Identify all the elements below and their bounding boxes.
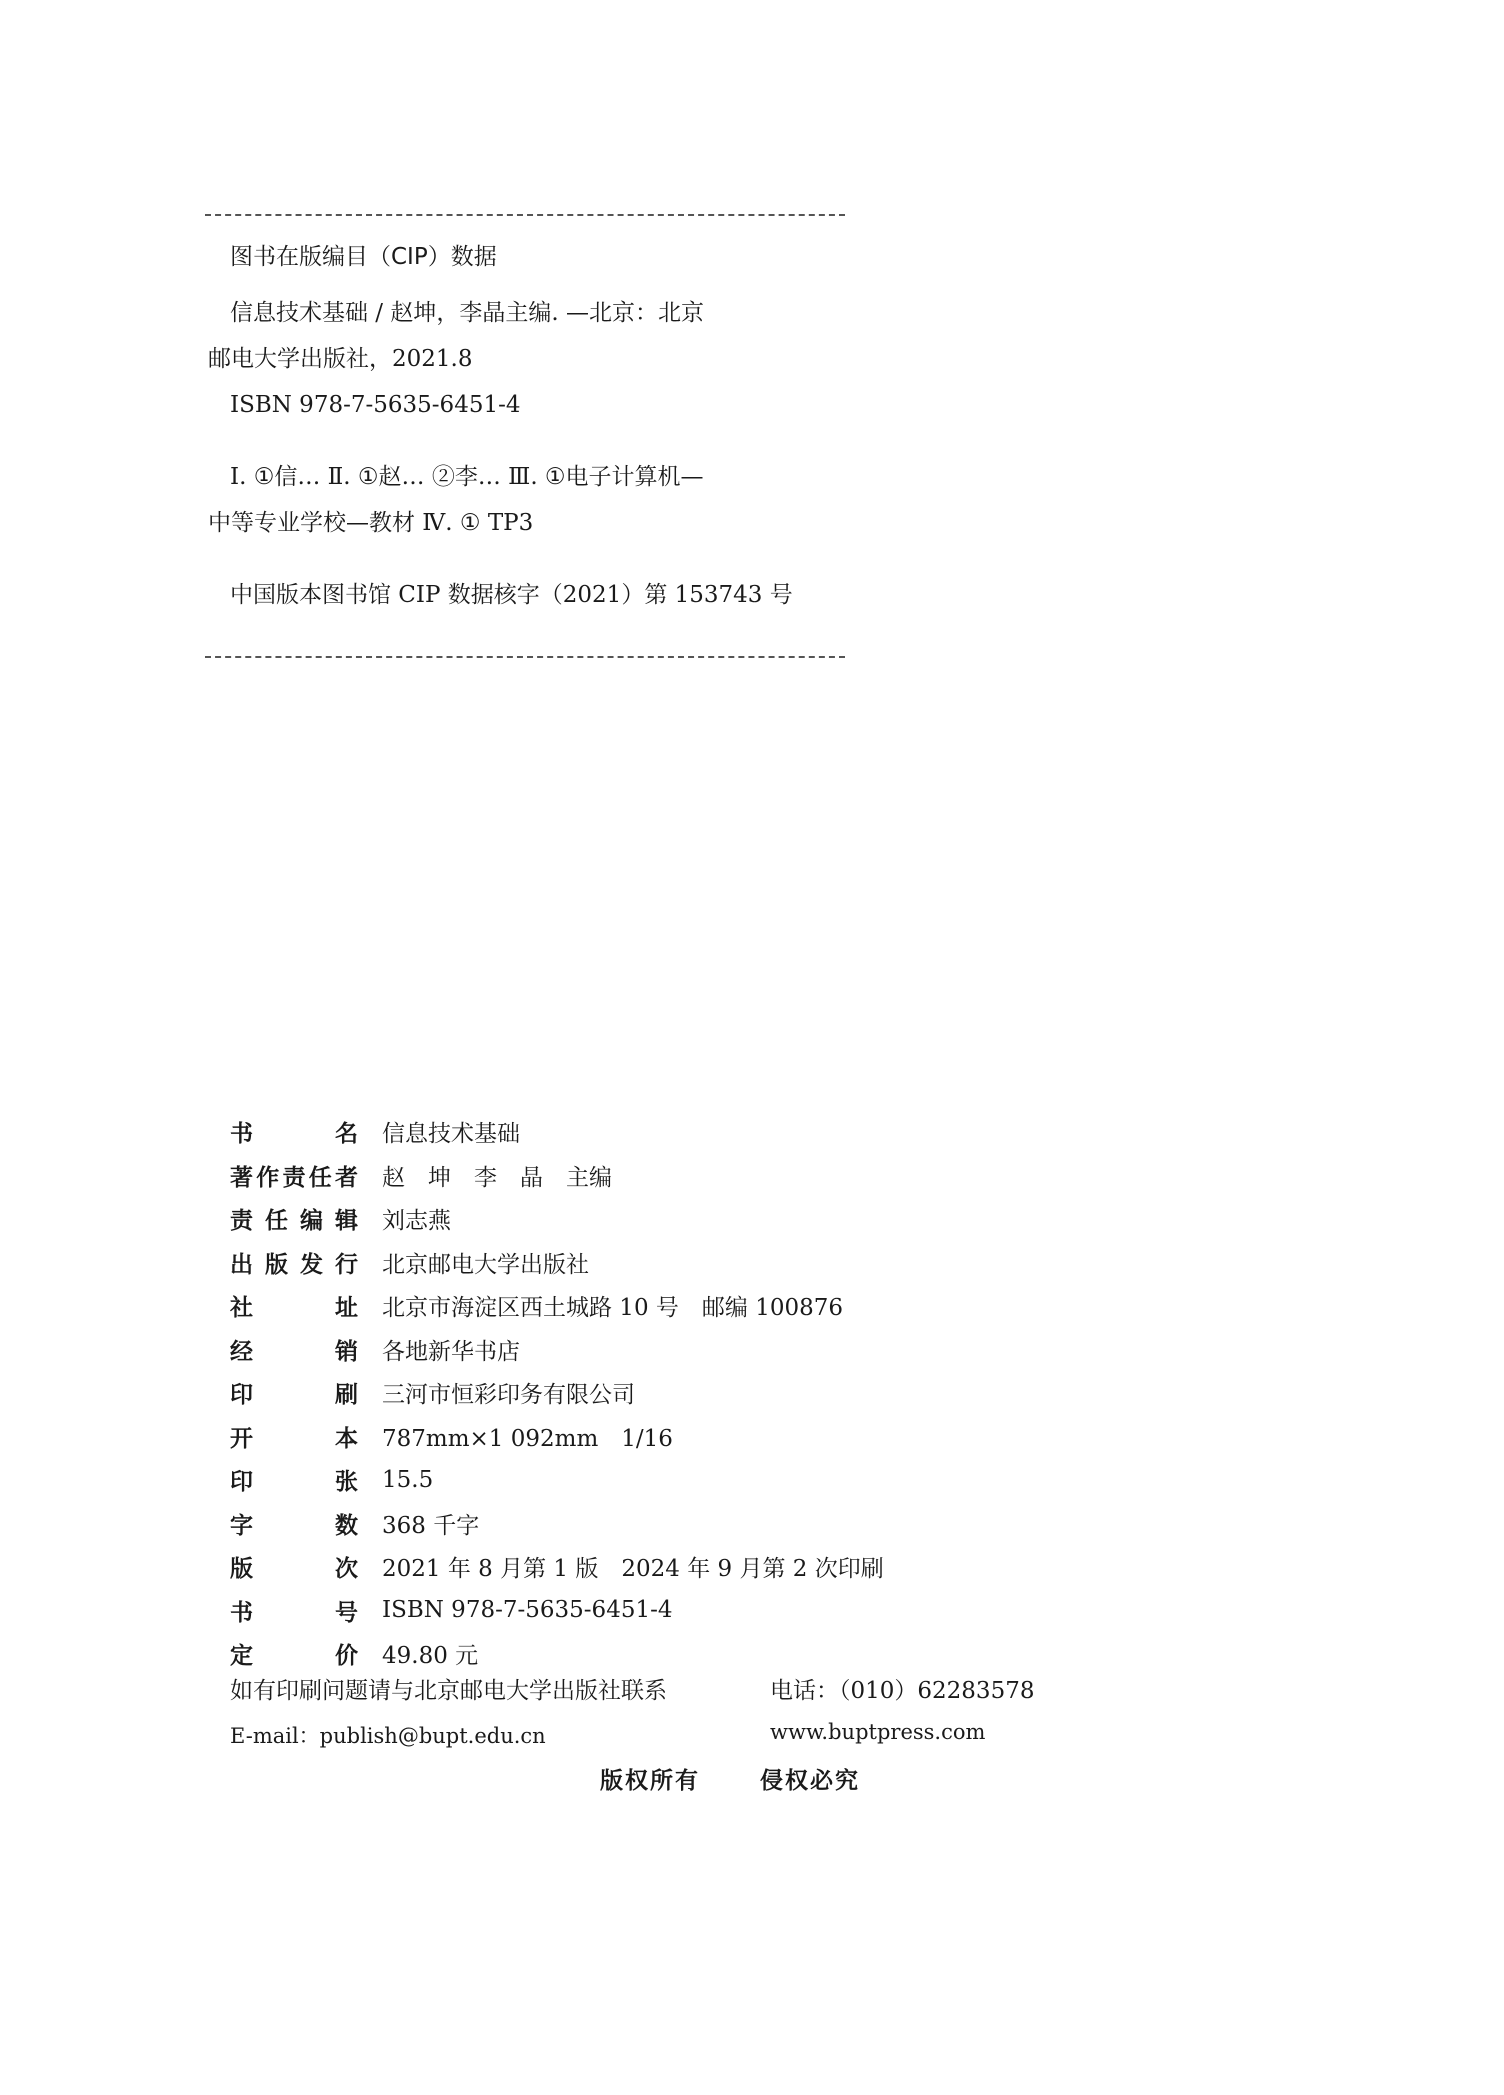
info-label — [230, 1115, 358, 1148]
info-label — [230, 1594, 358, 1627]
info-row — [230, 1545, 1330, 1589]
info-row — [230, 1458, 1330, 1502]
info-label — [230, 1333, 358, 1366]
info-label — [230, 1420, 358, 1453]
info-label — [230, 1246, 358, 1279]
info-label-text: 经 销 — [230, 1338, 358, 1365]
info-value: 赵 坤 李 晶 主编 — [382, 1164, 612, 1191]
info-label — [230, 1463, 358, 1496]
info-row — [230, 1415, 1330, 1459]
info-label — [230, 1159, 358, 1192]
info-label-text: 版 次 — [230, 1556, 358, 1583]
info-value: 15.5 — [382, 1466, 434, 1493]
info-row — [230, 1502, 1330, 1546]
info-row — [230, 1110, 1330, 1154]
info-row — [230, 1632, 1330, 1676]
contact-note: 如有印刷问题请与北京邮电大学出版社联系 — [230, 1678, 667, 1704]
book-info-table — [230, 1110, 1330, 1676]
info-row — [230, 1154, 1330, 1198]
info-row — [230, 1197, 1330, 1241]
info-value: 刘志燕 — [382, 1208, 451, 1235]
cip-classification-line-2: 中等专业学校—教材 Ⅳ. ① TP3 — [208, 510, 534, 536]
cip-record-number: 中国版本图书馆 CIP 数据核字（2021）第 153743 号 — [230, 582, 793, 608]
info-label — [230, 1637, 358, 1670]
info-label-text: 开 本 — [230, 1425, 358, 1452]
info-row — [230, 1371, 1330, 1415]
copyright-notice — [600, 1762, 860, 1795]
info-value: 368 千字 — [382, 1512, 480, 1539]
info-row — [230, 1589, 1330, 1633]
cip-heading: 图书在版编目（CIP）数据 — [230, 244, 497, 270]
info-label-text: 书 号 — [230, 1599, 358, 1626]
info-label — [230, 1202, 358, 1235]
info-label-text: 印 张 — [230, 1469, 358, 1496]
info-label-text: 责 任 编 辑 — [230, 1208, 358, 1235]
info-row — [230, 1284, 1330, 1328]
info-label-text: 印 刷 — [230, 1382, 358, 1409]
info-label — [230, 1376, 358, 1409]
copyright-left: 版权所有 — [600, 1768, 700, 1794]
copyright-right: 侵权必究 — [760, 1768, 860, 1794]
info-label-text: 社 址 — [230, 1295, 358, 1322]
cip-data-box — [205, 214, 845, 658]
info-value: 信息技术基础 — [382, 1121, 520, 1148]
cip-classification-line: Ⅰ. ①信… Ⅱ. ①赵… ②李… Ⅲ. ①电子计算机— — [230, 464, 704, 490]
contact-email: E-mail：publish@bupt.edu.cn — [230, 1724, 546, 1748]
info-value: 49.80 元 — [382, 1643, 479, 1670]
info-value: ISBN 978-7-5635-6451-4 — [382, 1597, 673, 1624]
info-label-text: 出 版 发 行 — [230, 1251, 358, 1278]
info-label — [230, 1550, 358, 1583]
info-label-text: 字 数 — [230, 1512, 358, 1539]
info-label — [230, 1289, 358, 1322]
info-label — [230, 1507, 358, 1540]
cip-isbn-line: ISBN 978-7-5635-6451-4 — [230, 392, 521, 418]
info-label-text: 定 价 — [230, 1643, 358, 1670]
info-value: 北京市海淀区西土城路 10 号 邮编 100876 — [382, 1295, 843, 1322]
info-row — [230, 1328, 1330, 1372]
contact-website: www.buptpress.com — [770, 1720, 986, 1744]
info-label-text: 书 名 — [230, 1121, 358, 1148]
cip-publisher-line: 邮电大学出版社，2021.8 — [208, 346, 473, 372]
info-label-text: 著 作 责 任 者 — [230, 1164, 358, 1191]
info-value: 三河市恒彩印务有限公司 — [382, 1382, 635, 1409]
info-value: 787mm×1 092mm 1/16 — [382, 1425, 673, 1452]
info-row — [230, 1241, 1330, 1285]
info-value: 2021 年 8 月第 1 版 2024 年 9 月第 2 次印刷 — [382, 1556, 884, 1583]
info-value: 北京邮电大学出版社 — [382, 1251, 589, 1278]
cip-title-line: 信息技术基础 / 赵坤，李晶主编. —北京：北京 — [230, 300, 704, 326]
contact-phone: 电话：（010）62283578 — [770, 1678, 1035, 1704]
info-value: 各地新华书店 — [382, 1338, 520, 1365]
